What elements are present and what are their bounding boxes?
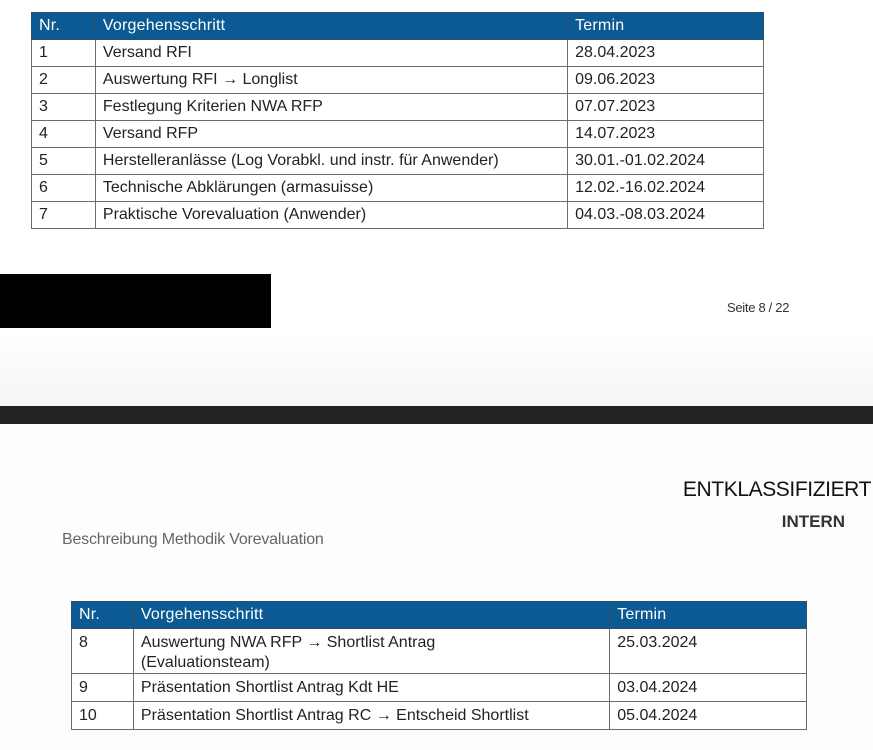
- table-row: [32, 94, 764, 121]
- cell-step: Versand RFI: [95, 40, 567, 67]
- page-separator: [0, 406, 873, 425]
- cell-date: 07.07.2023: [568, 94, 764, 121]
- table-row: [72, 629, 807, 674]
- redaction-block: [0, 274, 271, 328]
- cell-date: 28.04.2023: [568, 40, 764, 67]
- cell-nr: 3: [32, 94, 96, 121]
- cell-date: 25.03.2024: [610, 629, 807, 674]
- table-header-row: [32, 13, 764, 40]
- column-header-step: Vorgehensschritt: [133, 602, 609, 629]
- cell-step-line-1: Auswertung NWA RFP → Shortlist Antrag: [140, 634, 436, 651]
- column-header-nr: Nr.: [32, 13, 96, 40]
- schedule-table-steps-1-7: [31, 12, 764, 229]
- cell-nr: 4: [32, 121, 96, 148]
- page-number: Seite 8 / 22: [727, 300, 790, 315]
- table-row: [72, 702, 807, 730]
- column-header-nr: Nr.: [72, 602, 134, 629]
- cell-step: Versand RFP: [95, 121, 567, 148]
- cell-step: Festlegung Kriterien NWA RFP: [95, 94, 567, 121]
- column-header-date: Termin: [568, 13, 764, 40]
- cell-date: 12.02.-16.02.2024: [568, 175, 764, 202]
- document-title: Beschreibung Methodik Vorevaluation: [62, 531, 324, 548]
- column-header-date: Termin: [610, 602, 807, 629]
- cell-step: Auswertung RFI → Longlist: [95, 67, 567, 94]
- table-row: [32, 148, 764, 175]
- cell-nr: 7: [32, 202, 96, 229]
- cell-nr: 5: [32, 148, 96, 175]
- cell-nr: 2: [32, 67, 96, 94]
- classification-stamp: ENTKLASSIFIZIERT: [682, 478, 871, 501]
- table-row: [32, 175, 764, 202]
- cell-date: 04.03.-08.03.2024: [568, 202, 764, 229]
- cell-nr: 9: [72, 674, 134, 702]
- cell-date: 30.01.-01.02.2024: [568, 148, 764, 175]
- cell-date: 05.04.2024: [610, 702, 807, 730]
- cell-step-line-2: (Evaluationsteam): [140, 654, 270, 671]
- table-row: [32, 121, 764, 148]
- cell-nr: 6: [32, 175, 96, 202]
- cell-date: 03.04.2024: [610, 674, 807, 702]
- classification-level: INTERN: [781, 512, 845, 531]
- cell-date: 09.06.2023: [568, 67, 764, 94]
- cell-step: Technische Abklärungen (armasuisse): [95, 175, 567, 202]
- cell-step: Praktische Vorevaluation (Anwender): [95, 202, 567, 229]
- table-row: [32, 67, 764, 94]
- column-header-step: Vorgehensschritt: [95, 13, 567, 40]
- cell-step: Präsentation Shortlist Antrag RC → Entscheid Shortlist: [133, 702, 609, 730]
- cell-nr: 10: [72, 702, 134, 730]
- cell-step: Präsentation Shortlist Antrag Kdt HE: [133, 674, 609, 702]
- cell-step: [133, 629, 609, 674]
- table-row: [72, 674, 807, 702]
- schedule-table-steps-8-10: [71, 601, 807, 730]
- cell-date: 14.07.2023: [568, 121, 764, 148]
- table-header-row: [72, 602, 807, 629]
- cell-nr: 1: [32, 40, 96, 67]
- cell-step: Herstelleranlässe (Log Vorabkl. und instr. für Anwender): [95, 148, 567, 175]
- table-row: [32, 202, 764, 229]
- table-row: [32, 40, 764, 67]
- cell-nr: 8: [72, 629, 134, 674]
